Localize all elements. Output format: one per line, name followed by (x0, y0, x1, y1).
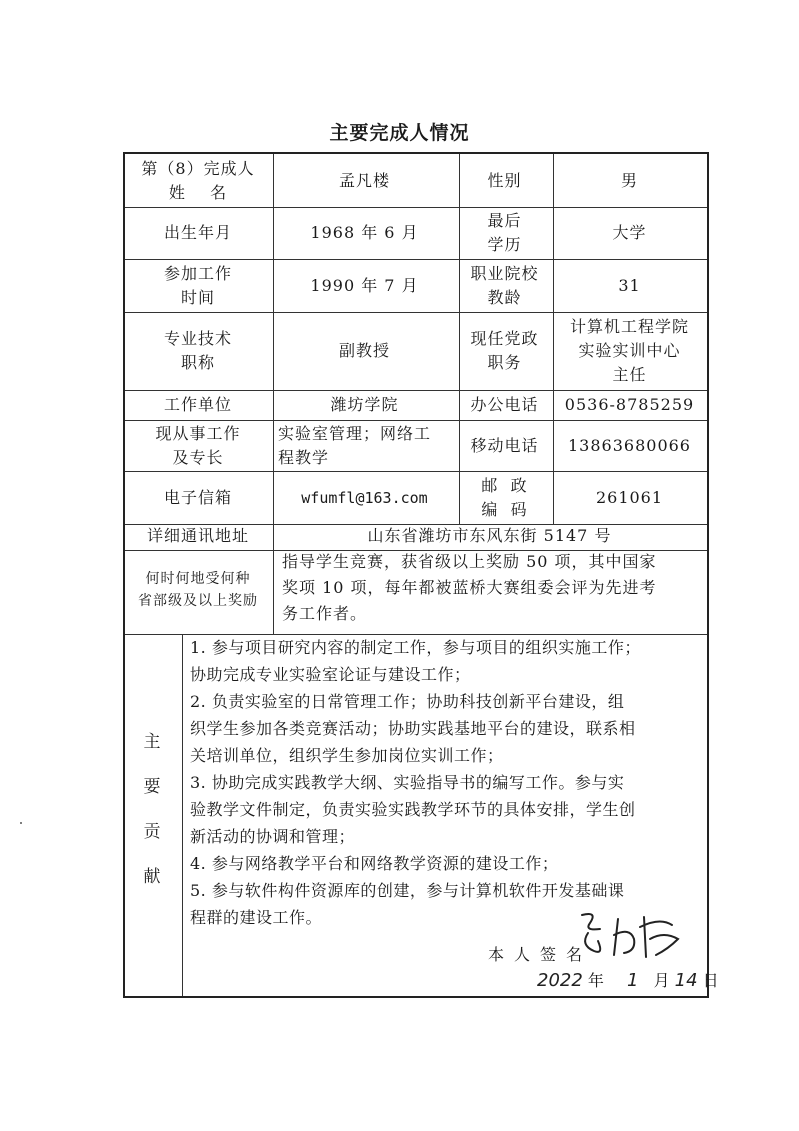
date-day-label: 日 (702, 971, 719, 990)
contribution-line: 新活动的协调和管理； (190, 827, 356, 846)
education-label-line2: 学历 (487, 235, 522, 254)
contribution-line: 验教学文件制定，负责实验实践教学环节的具体安排，学生创 (190, 800, 636, 819)
teaching-years-label-line2: 教龄 (487, 287, 522, 307)
contribution-line: 协助完成专业实验室论证与建设工作； (190, 665, 471, 684)
contributions-label-char: 主 (143, 732, 161, 752)
signature-date (537, 968, 719, 991)
name-label-line2: 姓 名 (168, 182, 228, 202)
awards-line: 指导学生竞赛，获省级以上奖励 50 项，其中国家 (282, 552, 657, 571)
position-value (552, 312, 707, 390)
position-value-line2: 实验实训中心 (578, 341, 681, 360)
specialty-label (125, 420, 271, 471)
address-value: 山东省潍坊市东风东街 5147 号 (367, 526, 612, 545)
work-start-value: 1990 年 7 月 (310, 275, 419, 295)
specialty-label-line2: 及专长 (172, 447, 224, 467)
name-value: 孟凡楼 (338, 170, 390, 190)
contributions-label-char: 要 (143, 777, 161, 797)
teaching-years-label (458, 259, 551, 312)
office-phone-label: 办公电话 (470, 395, 539, 414)
unit-label: 工作单位 (163, 395, 232, 414)
postcode-value: 261061 (595, 487, 664, 507)
birth-label: 出生年月 (163, 223, 232, 242)
date-year-handwritten: 2022 (537, 970, 583, 991)
position-label-line2: 职务 (487, 353, 522, 372)
contribution-line: 5. 参与软件构件资源库的创建，参与计算机软件开发基础课 (190, 881, 625, 900)
postcode-label-line1: 邮 政 (481, 475, 528, 495)
office-phone-value: 0536-8785259 (564, 395, 695, 414)
name-label (125, 154, 271, 207)
awards-line: 务工作者。 (282, 604, 368, 623)
awards-label-line2: 省部级及以上奖励 (138, 593, 258, 609)
contributions-text (190, 634, 698, 931)
mobile-value: 13863680066 (568, 435, 691, 455)
education-value: 大学 (612, 223, 647, 242)
signature-label: 本人签名 (488, 945, 593, 964)
date-month-handwritten: 1 (627, 970, 639, 991)
mobile-label: 移动电话 (470, 435, 539, 455)
contribution-line: 程群的建设工作。 (190, 908, 323, 927)
title-label-line2: 职称 (180, 353, 215, 372)
column-divider (182, 634, 183, 996)
title-label (125, 312, 271, 390)
work-start-label (125, 259, 271, 312)
address-label: 详细通讯地址 (146, 526, 249, 545)
awards-text (282, 549, 700, 627)
contributions-label (140, 720, 164, 900)
title-label-line1: 专业技术 (163, 329, 232, 348)
position-label-line1: 现任党政 (470, 329, 539, 348)
unit-value: 潍坊学院 (330, 395, 399, 414)
teaching-years-label-line1: 职业院校 (470, 263, 539, 283)
birth-value: 1968 年 6 月 (310, 223, 419, 242)
specialty-label-line1: 现从事工作 (155, 423, 241, 443)
contribution-line: 2. 负责实验室的日常管理工作；协助科技创新平台建设，组 (190, 692, 625, 711)
teaching-years-value: 31 (618, 275, 641, 295)
gender-value: 男 (620, 170, 638, 190)
contribution-line: 3. 协助完成实践教学大纲、实验指导书的编写工作。参与实 (190, 773, 625, 792)
awards-line: 奖项 10 项，每年都被蓝桥大赛组委会评为先进考 (282, 578, 657, 597)
specialty-value (278, 420, 456, 471)
position-label (458, 312, 551, 390)
contributions-label-char: 献 (143, 867, 161, 887)
education-label-line1: 最后 (487, 211, 522, 230)
date-year-label: 年 (587, 971, 604, 990)
specialty-value-line1: 实验室管理；网络工 (278, 423, 432, 443)
email-label: 电子信箱 (163, 487, 232, 507)
contributions-label-char: 贡 (143, 822, 161, 842)
scan-speck (20, 822, 22, 824)
date-day-handwritten: 14 (674, 970, 698, 991)
awards-label (125, 548, 271, 632)
contribution-line: 1. 参与项目研究内容的制定工作，参与项目的组织实施工作； (190, 638, 641, 657)
email-value: wfumfl@163.com (301, 488, 428, 507)
contribution-line: 4. 参与网络教学平台和网络教学资源的建设工作； (190, 854, 559, 873)
work-start-label-line2: 时间 (180, 287, 215, 307)
awards-label-line1: 何时何地受何种 (145, 571, 251, 587)
education-label (458, 207, 551, 259)
postcode-label (458, 471, 551, 524)
date-month-label: 月 (653, 971, 670, 990)
title-value: 副教授 (338, 341, 390, 360)
page-title: 主要完成人情况 (329, 122, 470, 144)
specialty-value-line2: 程教学 (278, 447, 330, 467)
contribution-line: 织学生参加各类竞赛活动；协助实践基地平台的建设，联系相 (190, 719, 636, 738)
work-start-label-line1: 参加工作 (163, 263, 232, 283)
contribution-line: 关培训单位，组织学生参加岗位实训工作； (190, 746, 504, 765)
gender-label: 性别 (487, 170, 522, 190)
position-value-line3: 主任 (612, 365, 647, 384)
postcode-label-line2: 编 码 (481, 499, 528, 519)
position-value-line1: 计算机工程学院 (569, 317, 689, 336)
name-label-line1: 第（8）完成人 (141, 158, 255, 178)
